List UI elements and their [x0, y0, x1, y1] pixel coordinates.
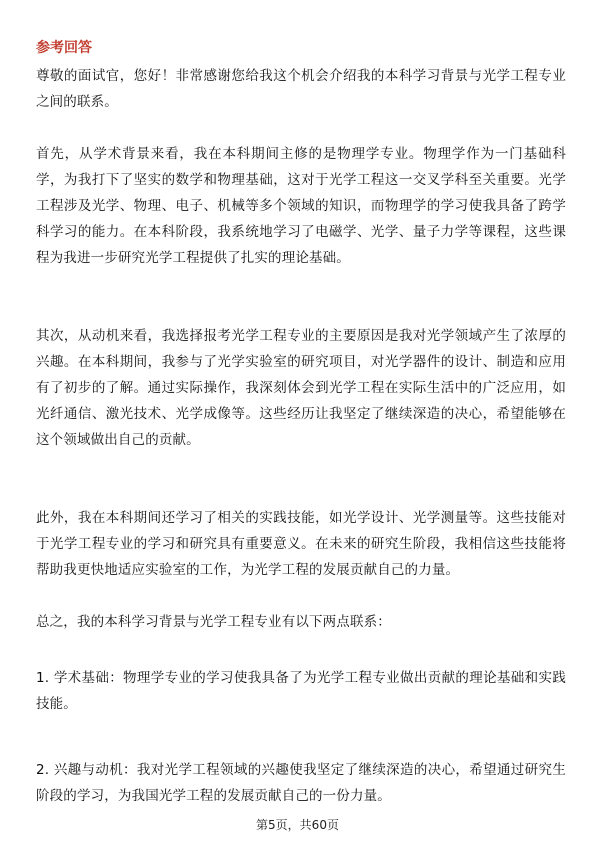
paragraph-greeting: 尊敬的面试官，您好！非常感谢您给我这个机会介绍我的本科学习背景与光学工程专业之间的联系。	[36, 68, 566, 110]
list-item-academic-foundation: 1. 学术基础：物理学专业的学习使我具备了为光学工程专业做出贡献的理论基础和实践技能。	[36, 670, 566, 712]
list-item-interest-motivation: 2. 兴趣与动机：我对光学工程领域的兴趣使我坚定了继续深造的决心，希望通过研究生阶段的学习，为我国光学工程的发展贡献自己的一份力量。	[36, 762, 566, 804]
page-number: 第5页，共60页	[256, 818, 339, 832]
paragraph-practical-skills: 此外，我在本科期间还学习了相关的实践技能，如光学设计、光学测量等。这些技能对于光学工程专业的学习和研究具有重要意义。在未来的研究生阶段，我相信这些技能将帮助我更快地适应实验室的工作，为光学工程的发展贡献自己的力量。	[36, 510, 566, 578]
paragraph-motivation: 其次，从动机来看，我选择报考光学工程专业的主要原因是我对光学领域产生了浓厚的兴趣。在本科期间，我参与了光学实验室的研究项目，对光学器件的设计、制造和应用有了初步的了解。通过实际操作，我深刻体会到光学工程在实际生活中的广泛应用，如光纤通信、激光技术、光学成像等。这些经历让我坚定了继续深造的决心，希望能够在这个领域做出自己的贡献。	[36, 328, 566, 448]
section-heading: 参考回答	[36, 40, 92, 56]
paragraph-summary: 总之，我的本科学习背景与光学工程专业有以下两点联系：	[36, 614, 391, 630]
paragraph-academic-background: 首先，从学术背景来看，我在本科期间主修的是物理学专业。物理学作为一门基础科学，为我打下了坚实的数学和物理基础，这对于光学工程这一交叉学科至关重要。光学工程涉及光学、物理、电子、机械等多个领域的知识，而物理学的学习使我具备了跨学科学习的能力。在本科阶段，我系统地学习了电磁学、光学、量子力学等课程，这些课程为我进一步研究光学工程提供了扎实的理论基础。	[36, 146, 566, 266]
